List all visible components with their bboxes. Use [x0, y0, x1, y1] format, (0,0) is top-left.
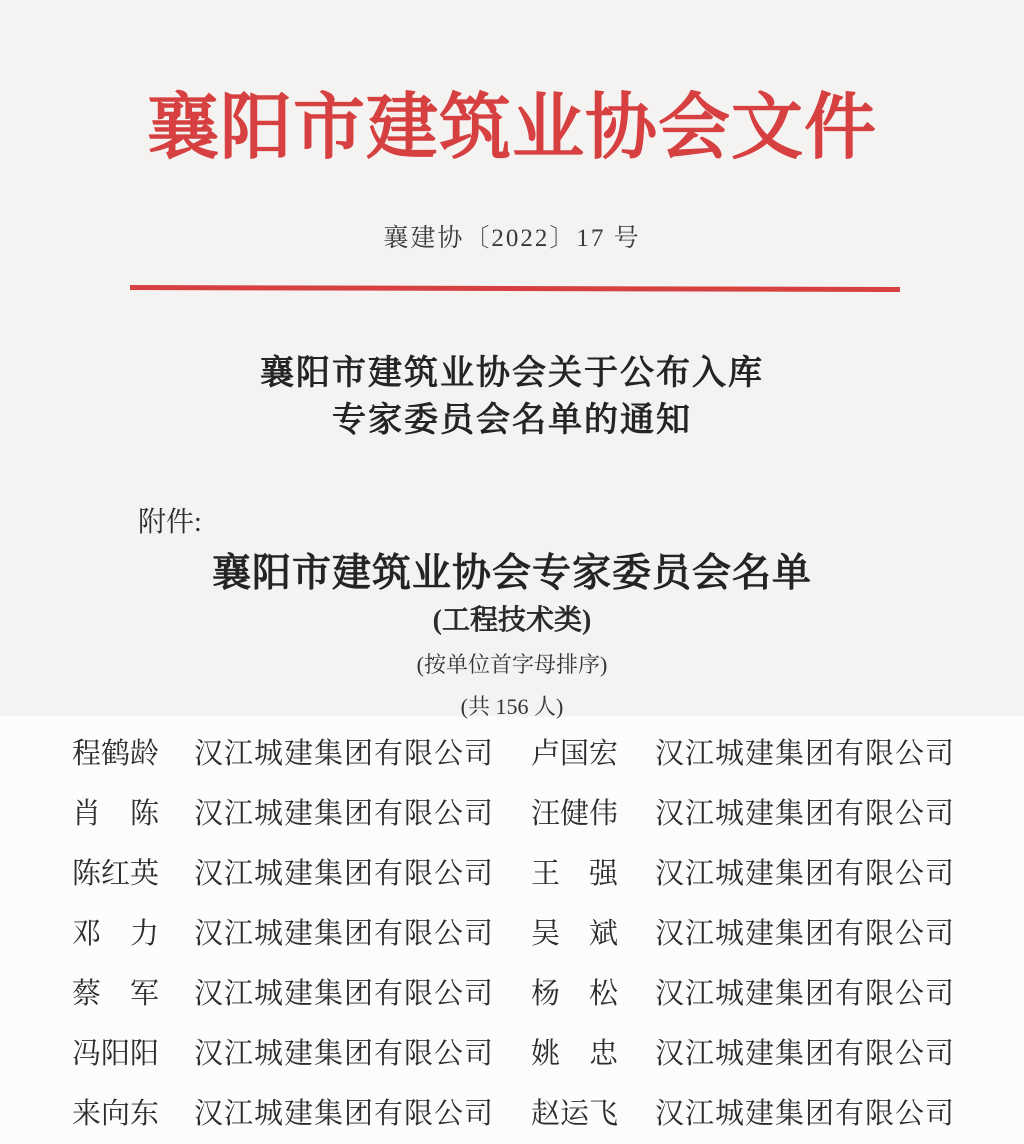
roster-sort-note: (按单位首字母排序)	[416, 652, 608, 677]
expert-organization: 汉江城建集团有限公司	[194, 978, 495, 1010]
expert-organization: 汉江城建集团有限公司	[655, 1038, 956, 1070]
expert-name: 王 强	[531, 858, 619, 890]
expert-name: 姚 忠	[531, 1038, 619, 1070]
table-row	[0, 1024, 1024, 1084]
expert-name: 赵运飞	[531, 1098, 619, 1130]
table-row	[0, 784, 1024, 844]
table-row	[0, 964, 1024, 1024]
roster-category: (工程技术类)	[432, 605, 592, 636]
expert-organization: 汉江城建集团有限公司	[194, 1038, 495, 1070]
roster-count: (共 156 人)	[460, 694, 564, 719]
notice-title-line2: 专家委员会名单的通知	[332, 402, 692, 439]
expert-name: 吴 斌	[531, 918, 619, 950]
expert-organization: 汉江城建集团有限公司	[194, 798, 495, 830]
expert-name: 程鹤龄	[72, 738, 160, 770]
table-row	[0, 724, 1024, 784]
expert-organization: 汉江城建集团有限公司	[194, 918, 495, 950]
expert-organization: 汉江城建集团有限公司	[655, 918, 956, 950]
expert-organization: 汉江城建集团有限公司	[194, 858, 495, 890]
expert-name: 来向东	[72, 1098, 160, 1130]
expert-organization: 汉江城建集团有限公司	[655, 858, 956, 890]
red-divider-line	[130, 285, 900, 292]
expert-name: 肖 陈	[72, 798, 160, 830]
expert-organization: 汉江城建集团有限公司	[655, 978, 956, 1010]
notice-title-line1: 襄阳市建筑业协会关于公布入库	[260, 355, 764, 392]
table-row	[0, 844, 1024, 904]
notice-title	[0, 350, 1024, 444]
table-row	[0, 904, 1024, 964]
document-number: 襄建协〔2022〕17 号	[383, 225, 641, 252]
expert-organization: 汉江城建集团有限公司	[655, 798, 956, 830]
attachment-label: 附件:	[138, 507, 202, 538]
expert-name: 汪健伟	[531, 798, 619, 830]
expert-name: 邓 力	[72, 918, 160, 950]
roster-table	[0, 724, 1024, 1144]
expert-organization: 汉江城建集团有限公司	[194, 738, 495, 770]
table-row	[0, 1084, 1024, 1144]
expert-name: 陈红英	[72, 858, 160, 890]
roster-title: 襄阳市建筑业协会专家委员会名单	[211, 552, 812, 595]
expert-organization: 汉江城建集团有限公司	[194, 1098, 495, 1130]
expert-organization: 汉江城建集团有限公司	[655, 1098, 956, 1130]
expert-name: 杨 松	[531, 978, 619, 1010]
expert-name: 卢国宏	[531, 738, 619, 770]
expert-organization: 汉江城建集团有限公司	[655, 738, 956, 770]
expert-name: 蔡 军	[72, 978, 160, 1010]
document-org-title: 襄阳市建筑业协会文件	[146, 88, 877, 168]
expert-name: 冯阳阳	[72, 1038, 160, 1070]
